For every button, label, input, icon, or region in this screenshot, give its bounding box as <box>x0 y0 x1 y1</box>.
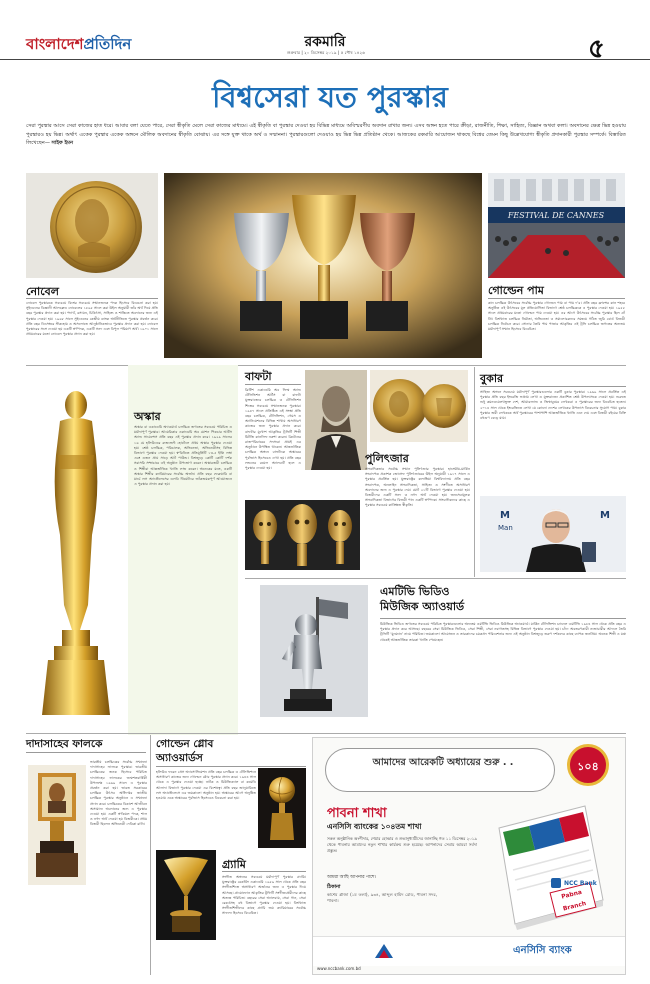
ad-website[interactable]: www.nccbank.com.bd <box>317 966 361 971</box>
mtv-heading-line2: মিউজিক অ্যাওয়ার্ড <box>380 600 465 613</box>
nobel-heading: নোবেল <box>26 285 59 298</box>
ad-bank-logo-small <box>551 876 611 890</box>
intro-paragraph <box>26 122 626 148</box>
svg-text:M: M <box>600 510 610 521</box>
ad-tagline: আমরা আছি আপনার পাশে। <box>327 875 377 880</box>
phalke-body-part1: ভারতীয় চলচ্চিত্রের সর্বোচ্চ সম্মাননা দাদাসাহেব ফালকে পুরস্কার। ভারতীয় চলচ্চিত্রের জনক হিসেবে পরিচিত দাদাসাহেব ফালকের জন্মশতবার্ষিকী উপলক্ষে ১৯৬৯ সালে এ পুরস্কার প্রবর্তন করা হয়। ভারত সরকারের চলচ্চিত্র উৎসব অধিদপ্তর জাতীয় চলচ্চিত্র পুরস্কার অনুষ্ঠানে এ সম্মাননা প্রদান করে। চলচ্চিত্রের বিকাশে আজীবন অসামান্য অবদানের জন্য এ পুরস্কার দেওয়া হয়। একটি স্বর্ণকমল পদক, শাল ও নগদ অর্থ দেওয়া হয় বিজয়ীকে। প্রথম বিজয়ী ছিলেন অভিনেত্রী দেবিকা রানি। <box>90 760 147 827</box>
ad-anniversary-badge <box>567 744 609 786</box>
golden-globe-heading <box>156 737 213 765</box>
date-line: শুক্রবার | ২০ ডিসেম্বর ২০১৯ | ৫ পৌষ ১৪২৬ <box>287 50 365 55</box>
pulitzer-heading: পুলিৎজার <box>365 452 409 465</box>
ncc-bank-logo-icon <box>373 942 395 960</box>
ncc-logo-icon <box>551 878 561 888</box>
nobel-body: নোবেল পুরস্কারকে সবচেয়ে বিশ্বের সবচেয়ে সম্মানজনক পদক হিসেবে বিবেচনা করা হয়। সুইডেনের বিজ্ঞানী আলফ্রেড নোবেলের ১৮৯৫ সালে করা উইল অনুযায়ী তাঁর অর্থ দিয়ে প্রতি বছর পুরস্কার প্রদান করা হয়। পদার্থ, রসায়ন, চিকিৎসা, সাহিত্য ও শান্তিতে অবদানের জন্য এই পুরস্কার দেওয়া হয়। ১৯৬৮ সালে সুইডেনের কেন্দ্রীয় ব্যাংক অর্থনীতিতে পুরস্কার প্রবর্তন করে। প্রতি বছর ডিসেম্বরে স্টকহোম ও অসলোতে আনুষ্ঠানিকভাবে পুরস্কার প্রদান করা হয়। নোবেল পুরস্কারের সঙ্গে দেওয়া হয় একটি স্বর্ণপদক, একটি সনদ এবং বিপুল পরিমাণ অর্থ। ১৯০১ সালে প্রথমবারের মতো নোবেল পুরস্কার প্রদান করা হয়। <box>26 301 158 337</box>
divider <box>26 365 626 366</box>
divider <box>245 578 626 579</box>
intro-text: সেরা পুরস্কার আসে সেরা কাজের হাত ধরে। আবার বলা যেতে পারে, সেরা স্বীকৃতি মেলে সেরা কাজের মাধ্যমে। এই স্বীকৃতি বা পুরস্কার দেওয়া হয় বিভিন্ন মাধ্যমে অবিস্মরণীয় অবদান রাখার জন্য। এসব অঙ্গন হতে পারে ক্রীড়া, রাজনীতি, শিক্ষা, সাহিত্য, বিজ্ঞান অথবা কলা। অবদানের ক্ষেত্র ভিন্ন হওয়ায় পুরস্কারও হয় ভিন্ন। অর্থাৎ একেক পুরস্কার একেক অঙ্গনে মৌলিক অবদানের স্বীকৃতি বোঝায়। এর সঙ্গে যুক্ত থাকে অর্থ ও সম্মাননা। পুরস্কারগুলো দেওয়াও হয় ভিন্ন ভিন্ন প্রতিষ্ঠান থেকে। আজকের রকমারি আয়োজন থাকছে বিশ্বের তেমন কিছু উল্লেখযোগ্য স্বীকৃতি প্রদানকারী পুরস্কার সম্পর্কে। বিস্তারিত লিখেছেন— <box>26 123 626 147</box>
mtv-heading-line1: এমটিভি ভিডিও <box>380 585 450 598</box>
pulitzer-body: সাংবাদিকতার সর্বোচ্চ সম্মান পুলিৎজার পুরস্কার। হাঙ্গেরীয়-মার্কিন সংবাদপত্র প্রকাশক জোসেফ পুলিৎজারের উইল অনুযায়ী ১৯১৭ সালে এ পুরস্কার প্রবর্তিত হয়। যুক্তরাষ্ট্রের কলাম্বিয়া বিশ্ববিদ্যালয় প্রতি বছর সংবাদপত্র, অনলাইন সাংবাদিকতা, সাহিত্য ও সংগীতে অসাধারণ অবদানের জন্য এ পুরস্কার দেয়। মোট ২১টি বিভাগে পুরস্কার দেওয়া হয়। বিজয়ীদের একটি সনদ ও নগদ অর্থ দেওয়া হয়। জনসেবামূলক সাংবাদিকতা বিভাগের বিজয়ী পান একটি স্বর্ণপদক। সাংবাদিকদের কাছে এ পুরস্কার সবচেয়ে কাঙ্ক্ষিত স্বীকৃতি। <box>365 467 470 508</box>
ad-address-label: ঠিকানা <box>327 884 341 890</box>
golden-globe-trophy-photo <box>258 768 306 848</box>
ad-address: কাশেম প্লাজা (১ম তলা), ৯৩৪, আব্দুল হামিদ রোড, পাবনা সদর, পাবনা। <box>327 892 437 903</box>
grammy-heading: গ্র্যামি <box>222 858 246 871</box>
ad-body: সকল অনুষ্ঠানিক অংশীদার, শেয়ার হোল্ডার ও শুভানুধ্যায়ীদের জানাচ্ছি গত ১১ ডিসেম্বর ২০১৯ থেকে পাবনায় আমাদের নতুন শাখার কার্যক্রম শুরু হয়েছে। আপনাদের সেবায় আমরা সর্বদা প্রস্তুত। <box>327 836 477 853</box>
pulitzer-portrait-photo <box>305 370 367 470</box>
golden-globe-heading-line1: গোল্ডেন গ্লোব <box>156 738 214 750</box>
bafta-heading: বাফটা <box>245 370 272 383</box>
booker-body: সাহিত্য অঙ্গনে সবচেয়ে মর্যাদাপূর্ণ পুরস্কারগুলোর একটি বুকার পুরস্কার। ১৯৬৯ সালে প্রবর্তিত এই পুরস্কার প্রতি বছর ইংরেজি ভাষায় লেখা ও যুক্তরাজ্যে প্রকাশিত শ্রেষ্ঠ উপন্যাসকে দেওয়া হয়। শুরুতে শুধু কমনওয়েলথভুক্ত দেশ, আয়ারল্যান্ড ও জিম্বাবুয়ের লেখকরা এ পুরস্কারের জন্য বিবেচিত হতেন। ২০১৪ সাল থেকে ইংরেজিতে লেখা যে কোনো দেশের লেখকের উপন্যাস বিবেচনার সুযোগ পায়। বুকার পুরস্কার জয়ী লেখককে অর্থ পুরস্কারের পাশাপাশি আন্তর্জাতিক খ্যাতি এনে দেয় এবং বিজয়ী বইয়ের বিক্রি বহুগুণ বেড়ে যায়। <box>480 390 626 421</box>
divider <box>488 298 625 299</box>
newspaper-name-part1: বাংলাদেশ <box>26 35 84 53</box>
byline: সাইফ ইমন <box>51 140 74 147</box>
grammy-body: সংগীত অঙ্গনের সবচেয়ে মর্যাদাপূর্ণ পুরস্কার গ্র্যামি। যুক্তরাষ্ট্রের রেকর্ডিং একাডেমি ১৯৫৯ সাল থেকে প্রতি বছর সংগীতশিল্পে অসাধারণ অর্জনের জন্য এ পুরস্কার দিয়ে আসছে। গ্রামোফোন আকৃতির ট্রফিটি সংগীতপ্রেমীদের কাছে অত্যন্ত পরিচিত। বছরের সেরা অ্যালবাম, সেরা গান, সেরা রেকর্ডসহ বহু বিভাগে পুরস্কার দেওয়া হয়। বিশ্বখ্যাত সংগীতশিল্পীদের কাছে গ্র্যামি জয় ক্যারিয়ারের সর্বোচ্চ সাফল্য হিসেবে বিবেচিত। <box>222 875 306 916</box>
nobel-medal-photo <box>26 173 158 278</box>
ad-logo-text: NCC Bank <box>564 879 597 887</box>
bafta-masks-photo <box>245 500 360 570</box>
pulitzer-medal-photo <box>370 370 468 442</box>
section-name: রকমারি <box>304 34 346 50</box>
golden-palm-body: কান চলচ্চিত্র উৎসবের সর্বোচ্চ পুরস্কার গোল্ডেন পাম বা পাম দ’র। প্রতি বছর ফ্রান্সের কান শহরে অনুষ্ঠিত এই উৎসবের মূল প্রতিযোগিতা বিভাগে শ্রেষ্ঠ চলচ্চিত্রকে এ পুরস্কার দেওয়া হয়। ১৯৫৫ সালে প্রথমবারের মতো গোল্ডেন পাম দেওয়া হয়। এর আগে উৎসবের সর্বোচ্চ পুরস্কার ছিল গ্রাঁ প্রি। বিশ্বখ্যাত চলচ্চিত্র নির্মাতা, অভিনেতা ও সমালোচকদের সমন্বয়ে গঠিত জুরি বোর্ড বিজয়ী চলচ্চিত্র নির্বাচন করে। সোনার তৈরি পাম পাতার আকৃতির এই ট্রফি চলচ্চিত্র জগতের অন্যতম মর্যাদাপূর্ণ সম্মান হিসেবে বিবেচিত। <box>488 301 625 332</box>
newspaper-logo[interactable] <box>26 33 131 58</box>
ad-brochure-image <box>489 800 607 930</box>
newspaper-name-part2: প্রতিদিন <box>83 35 132 53</box>
divider <box>156 766 306 767</box>
divider <box>26 298 158 299</box>
divider <box>150 735 151 975</box>
mtv-moonman-photo <box>260 585 368 717</box>
oscar-body: অস্কার বা একাডেমি অ্যাওয়ার্ড চলচ্চিত্র জগতের সবচেয়ে পরিচিত ও মর্যাদাপূর্ণ পুরস্কার। আমেরিকার একাডেমি অব মোশন পিকচার আর্টস অ্যান্ড সায়েন্সেস প্রতি বছর এই পুরস্কার প্রদান করে। ১৯২৯ সালের ১৬ মে হলিউডের রুজভেল্ট হোটেলে প্রথম অস্কার পুরস্কার দেওয়া হয়। শ্রেষ্ঠ চলচ্চিত্র, পরিচালক, অভিনেতা, অভিনেত্রীসহ বিভিন্ন বিভাগে পুরস্কার দেওয়া হয়। স্বর্ণমণ্ডিত প্রতিমূর্তিটি ১৩.৫ ইঞ্চি লম্বা এবং ওজন প্রায় সাড়ে আট পাউন্ড। বিশ্বজুড়ে কোটি কোটি দর্শক সরাসরি সম্প্রচারে এই অনুষ্ঠান উপভোগ করেন। অস্কারজয়ী চলচ্চিত্র ও শিল্পীরা আন্তর্জাতিক খ্যাতি লাভ করেন। অনেকের মতে, একটি অস্কার শিল্পীর ক্যারিয়ারের সর্বোচ্চ অর্জন। প্রতি বছর ফেব্রুয়ারি বা মার্চে লস অ্যাঞ্জেলেসের ডলবি থিয়েটারে জাঁকজমকপূর্ণ আয়োজনে এ পুরস্কার প্রদান করা হয়। <box>134 425 232 487</box>
mtv-body: মিউজিক ভিডিও জগতের সবচেয়ে পরিচিত পুরস্কারগুলোর অন্যতম এমটিভি ভিডিও মিউজিক অ্যাওয়ার্ড। মার্কিন টেলিভিশন চ্যানেল এমটিভি ১৯৮৪ সাল থেকে প্রতি বছর এ পুরস্কার প্রদান করে আসছে। বছরের সেরা মিউজিক ভিডিও, সেরা শিল্পী, সেরা নবাগতসহ বিভিন্ন বিভাগে পুরস্কার দেওয়া হয়। চাঁদে অবতরণকারী নভোচারীর আদলে তৈরি ট্রফিটি ‘মুনম্যান’ নামে পরিচিত। জমকালো আয়োজন ও তারকাদের চমকপ্রদ পরিবেশনার জন্য এই অনুষ্ঠান বিশ্বজুড়ে তরুণ দর্শকদের কাছে ব্যাপক জনপ্রিয়। অনেক শিল্পী এ মঞ্চ থেকেই আন্তর্জাতিক তারকা খ্যাতি পেয়েছেন। <box>380 622 626 642</box>
golden-globe-heading-line2: অ্যাওয়ার্ডস <box>156 752 203 764</box>
oscar-statue-photo <box>26 385 126 720</box>
grammy-gramophone-photo <box>156 850 216 940</box>
ad-brochure-label: Pabna Branch <box>549 882 596 917</box>
phalke-award-photo <box>28 765 86 885</box>
mtv-heading <box>380 584 464 614</box>
ad-headline-bubble <box>325 748 555 792</box>
ncc-bank-ad[interactable] <box>312 737 626 975</box>
ad-bank-name: এনসিসি ব্যাংক <box>513 945 572 956</box>
svg-text:M: M <box>500 510 510 521</box>
phalke-heading: দাদাসাহেব ফালকে <box>26 738 103 750</box>
golden-palm-heading: গোল্ডেন পাম <box>488 284 544 297</box>
ad-branch-subtitle: এনসিসি ব্যাংকের ১০৪তম শাখা <box>327 822 422 831</box>
ad-headline: আমাদের আরেকটি অধ্যায়ের শুরু . . <box>372 757 514 768</box>
ad-branch-name: পাবনা শাখা <box>327 806 387 821</box>
divider <box>222 871 306 872</box>
booker-winner-photo <box>480 496 626 572</box>
bafta-body-part1: ব্রিটিশ একাডেমি অব ফিল্ম অ্যান্ড টেলিভিশন আর্টস বা বাফটা যুক্তরাজ্যের চলচ্চিত্র ও টেলিভিশন শিল্পের সবচেয়ে সম্মানজনক পুরস্কার। ১৯৪৭ সালে প্রতিষ্ঠিত এই সংস্থা প্রতি বছর চলচ্চিত্র, টেলিভিশন, গেমস ও অ্যানিমেশনের বিভিন্ন শাখায় অসাধারণ কাজের জন্য পুরস্কার প্রদান করে। বাফটার মুখোশ আকৃতির ট্রফিটি শিল্পী মিটজি কানলিফ নকশা করেন। ব্রিটেনের রাজপরিবারের সদস্যরা প্রায়ই এর অনুষ্ঠানে উপস্থিত থাকেন। আন্তর্জাতিক চলচ্চিত্র অঙ্গনে বাফটাকে অস্কারের পূর্বাভাস হিসেবেও দেখা হয়। প্রতি বছর লন্ডনের রয়েল অ্যালবার্ট হলে এ পুরস্কার দেওয়া হয়। <box>245 388 301 471</box>
oscar-heading: অস্কার <box>134 410 161 423</box>
divider <box>26 752 146 753</box>
divider <box>480 386 626 387</box>
masthead <box>0 0 650 64</box>
divider <box>26 733 626 734</box>
divider <box>474 367 475 577</box>
page-number: ৫ <box>588 34 605 64</box>
ad-footer <box>313 936 626 966</box>
golden-globe-body: হলিউড ফরেন প্রেস অ্যাসোসিয়েশন প্রতি বছর চলচ্চিত্র ও টেলিভিশনে অসাধারণ কাজের জন্য গোল্ডেন গ্লোব পুরস্কার প্রদান করে। ১৯৪৪ সাল থেকে এ পুরস্কার দেওয়া হচ্ছে। নাটক ও মিউজিক্যাল বা কমেডি আলাদা বিভাগে পুরস্কার দেওয়া এর বিশেষত্ব। প্রতি বছর জানুয়ারিতে লস অ্যাঞ্জেলেসে এর জমকালো অনুষ্ঠান হয়। অস্কারের আগে অনুষ্ঠিত হওয়ায় একে অস্কারের পূর্বাভাস হিসেবেও বিবেচনা করা হয়। <box>156 770 256 801</box>
trophies-photo <box>164 173 482 358</box>
divider <box>245 384 301 385</box>
divider <box>380 618 626 619</box>
booker-backdrop-text: Man <box>498 524 513 532</box>
cannes-festival-photo <box>488 173 625 278</box>
page-title: বিশ্বসেরা যত পুরস্কার <box>212 80 448 114</box>
cannes-banner-text: FESTIVAL DE CANNES <box>507 211 605 220</box>
booker-heading: বুকার <box>480 372 504 385</box>
ad-badge-number: ১০৪ <box>577 760 599 773</box>
